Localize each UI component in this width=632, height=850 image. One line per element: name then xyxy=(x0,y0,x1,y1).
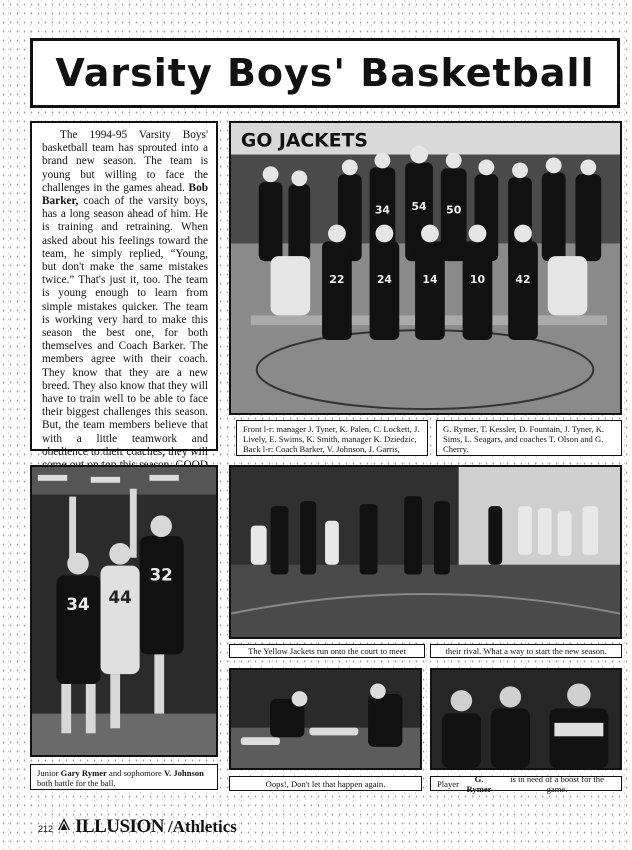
page-number: 212 xyxy=(38,824,54,834)
fall-caption: Oops!, Don't let that happen again. xyxy=(229,776,422,791)
jersey-number: 54 xyxy=(411,199,427,213)
jersey-number: 42 xyxy=(515,272,531,286)
story-paragraph xyxy=(42,129,208,485)
team-photo xyxy=(229,121,622,415)
bench-photo xyxy=(430,668,622,770)
page-title: Varsity Boys' Basketball xyxy=(55,51,595,95)
team-caption-right: G. Rymer, T. Kessler, D. Fountain, J. Tyner, K. Sims, L. Seagars, and coaches T. Olson and G. Cherry. xyxy=(436,420,622,456)
section-name: /Athletics xyxy=(167,817,237,836)
story-body: coach of the varsity boys, has a long season ahead of him. He is training and retraining. When asked about his feelings toward the team, he simply replied, “Young, but don't make the same mistakes twice.” That's just it, too. The team is young enough to learn from simple mistakes quicker. The team is working very hard to make this season the best one, for both themselves and Coach Barker. The members agree with their coach. They know that they are a new breed. They also know that they will have to train well to be able to face their biggest challenges this season. But, the team members believe that with a little teamwork and obedience to their coaches, they will xyxy=(42,195,208,458)
story-text-box xyxy=(30,121,218,458)
coach-name: Bob Barker, xyxy=(42,181,208,208)
court-caption-left: The Yellow Jackets run onto the court to meet xyxy=(229,644,425,658)
court-photo-image xyxy=(231,467,620,637)
jersey-number: 34 xyxy=(66,593,90,615)
jersey-number: 50 xyxy=(446,203,462,217)
action-photo xyxy=(30,465,218,757)
yearbook-name: ILLUSION xyxy=(75,816,164,837)
page-footer xyxy=(38,816,237,838)
story-intro: The 1994-95 Varsity Boys' basketball team has sprouted into a brand new season. The team is young but willing to face the challenges in the games ahead. xyxy=(42,129,208,194)
jersey-number: 32 xyxy=(149,564,173,585)
jersey-number: 22 xyxy=(329,272,345,286)
team-banner-text: GO JACKETS xyxy=(240,130,368,152)
fall-photo-image xyxy=(231,670,420,768)
jersey-number: 34 xyxy=(374,203,391,217)
jersey-number: 44 xyxy=(108,587,132,608)
caption-text: both battle for the ball. xyxy=(37,778,116,788)
title-box xyxy=(30,38,620,108)
caption-text: Junior xyxy=(37,768,59,778)
jersey-number: 24 xyxy=(376,272,392,286)
team-caption-left: Front l-r: manager J. Tyner, K. Palen, C. Lockett, J. Lively, E. Swims, K. Smith, manager K. Dziedzic, Back l-r: Coach Barker, V. Johnson, J. Garris, xyxy=(236,420,428,456)
court-photo xyxy=(229,465,622,639)
yearbook-logo-icon xyxy=(57,816,71,832)
player-name: Gary Rymer xyxy=(60,768,107,778)
caption-text: and sophomore xyxy=(109,768,162,778)
player-name: V. Johnson xyxy=(163,768,204,778)
caption-text: Player xyxy=(437,778,459,789)
court-caption-right: their rival. What a way to start the new season. xyxy=(430,644,622,658)
jersey-number: 14 xyxy=(422,272,438,286)
jersey-number: 10 xyxy=(469,272,486,286)
caption-text: is in need of a boost for the game. xyxy=(510,773,604,794)
action-photo-image xyxy=(32,467,216,755)
team-photo-image xyxy=(231,123,620,413)
bench-caption xyxy=(430,773,622,794)
fall-photo xyxy=(229,668,422,770)
action-caption xyxy=(30,764,218,790)
player-name: G. Rymer xyxy=(466,773,492,794)
bench-photo-image xyxy=(432,670,620,768)
